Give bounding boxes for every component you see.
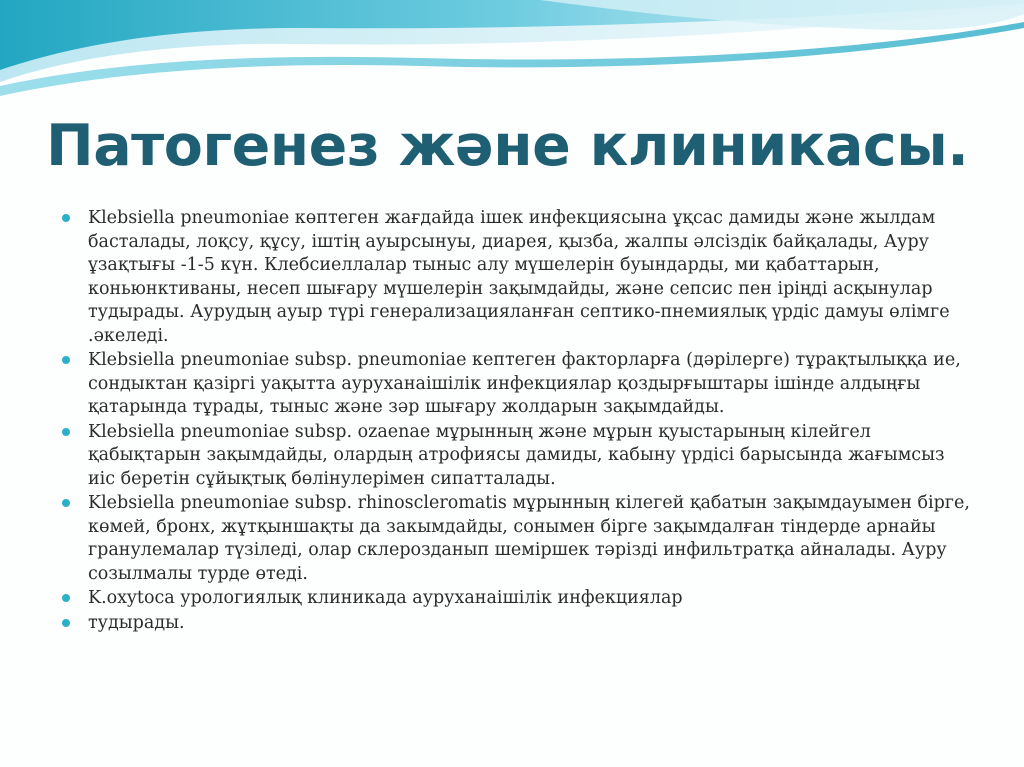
bullet-list — [62, 207, 974, 636]
bullet-text: тудырады. — [88, 612, 185, 633]
list-item — [62, 587, 974, 611]
bullet-text: Klebsiella pneumoniae subsp. pneumoniae кептеген факторларға (дәрілерге) тұрақтылыққа ие, сондыктан қазіргі уақытта ауруханаішілік инфекциялар қоздырғыштары ішінде алдыңғы қатарында тұрады, тыныс және зәр шығару жолдарын зақымдайды. — [88, 350, 961, 417]
list-item — [62, 492, 974, 586]
bullet-text: Klebsiella pneumoniae көптеген жағдайда ішек инфекциясына ұқсас дамиды және жылдам басталады, лоқсу, құсу, іштің ауырсынуы, диарея, қызба, жалпы әлсіздік байқалады, Ауру ұзақтығы -1-5 күн. Клебсиеллалар тыныс алу мүшелерін буындарды, ми қабаттарын, коньюнктиваны, несеп шығару мүшелерін зақымдайды, және сепсис пен іріңді асқынулар тудырады. Аурудың ауыр түрі генерализацияланған септико-пнемиялық үрдіс дамуы өлімге .әкеледі. — [88, 208, 950, 346]
bullet-dot-icon — [62, 214, 70, 222]
bullet-dot-icon — [62, 594, 70, 602]
list-item — [62, 421, 974, 492]
bullet-dot-icon — [62, 499, 70, 507]
slide-title: Патогенез және клиникасы. — [46, 113, 969, 179]
bullet-dot-icon — [62, 619, 70, 627]
list-item — [62, 612, 974, 636]
wave-decoration — [0, 0, 1024, 110]
list-item — [62, 207, 974, 348]
bullet-text: Klebsiella pneumoniae subsp. ozaenae мұрынның және мұрын қуыстарының кілейгел қабықтарын зақымдайды, олардың атрофиясы дамиды, кабыну үрдісі барысында жағымсыз иіс беретін сұйықтық бөлінулерімен сипатталады. — [88, 421, 945, 489]
bullet-dot-icon — [62, 356, 70, 364]
list-item — [62, 349, 974, 420]
bullet-dot-icon — [62, 428, 70, 436]
bullet-text: Klebsiella pneumoniae subsp. rhinoscleromatis мұрынның кілегей қабатын зақымдауымен бірге, көмей, бронх, жұтқыншақты да закымдайды, сонымен бірге зақымдалған тіндерде арнайы гранулемалар түзіледі, олар склерозданып шеміршек тәрізді инфильтратқа айналады. Ауру созылмалы турде өтеді. — [88, 493, 970, 584]
bullet-text: K.oxytoca урологиялық клиникада ауруханаішілік инфекциялар — [88, 588, 683, 608]
